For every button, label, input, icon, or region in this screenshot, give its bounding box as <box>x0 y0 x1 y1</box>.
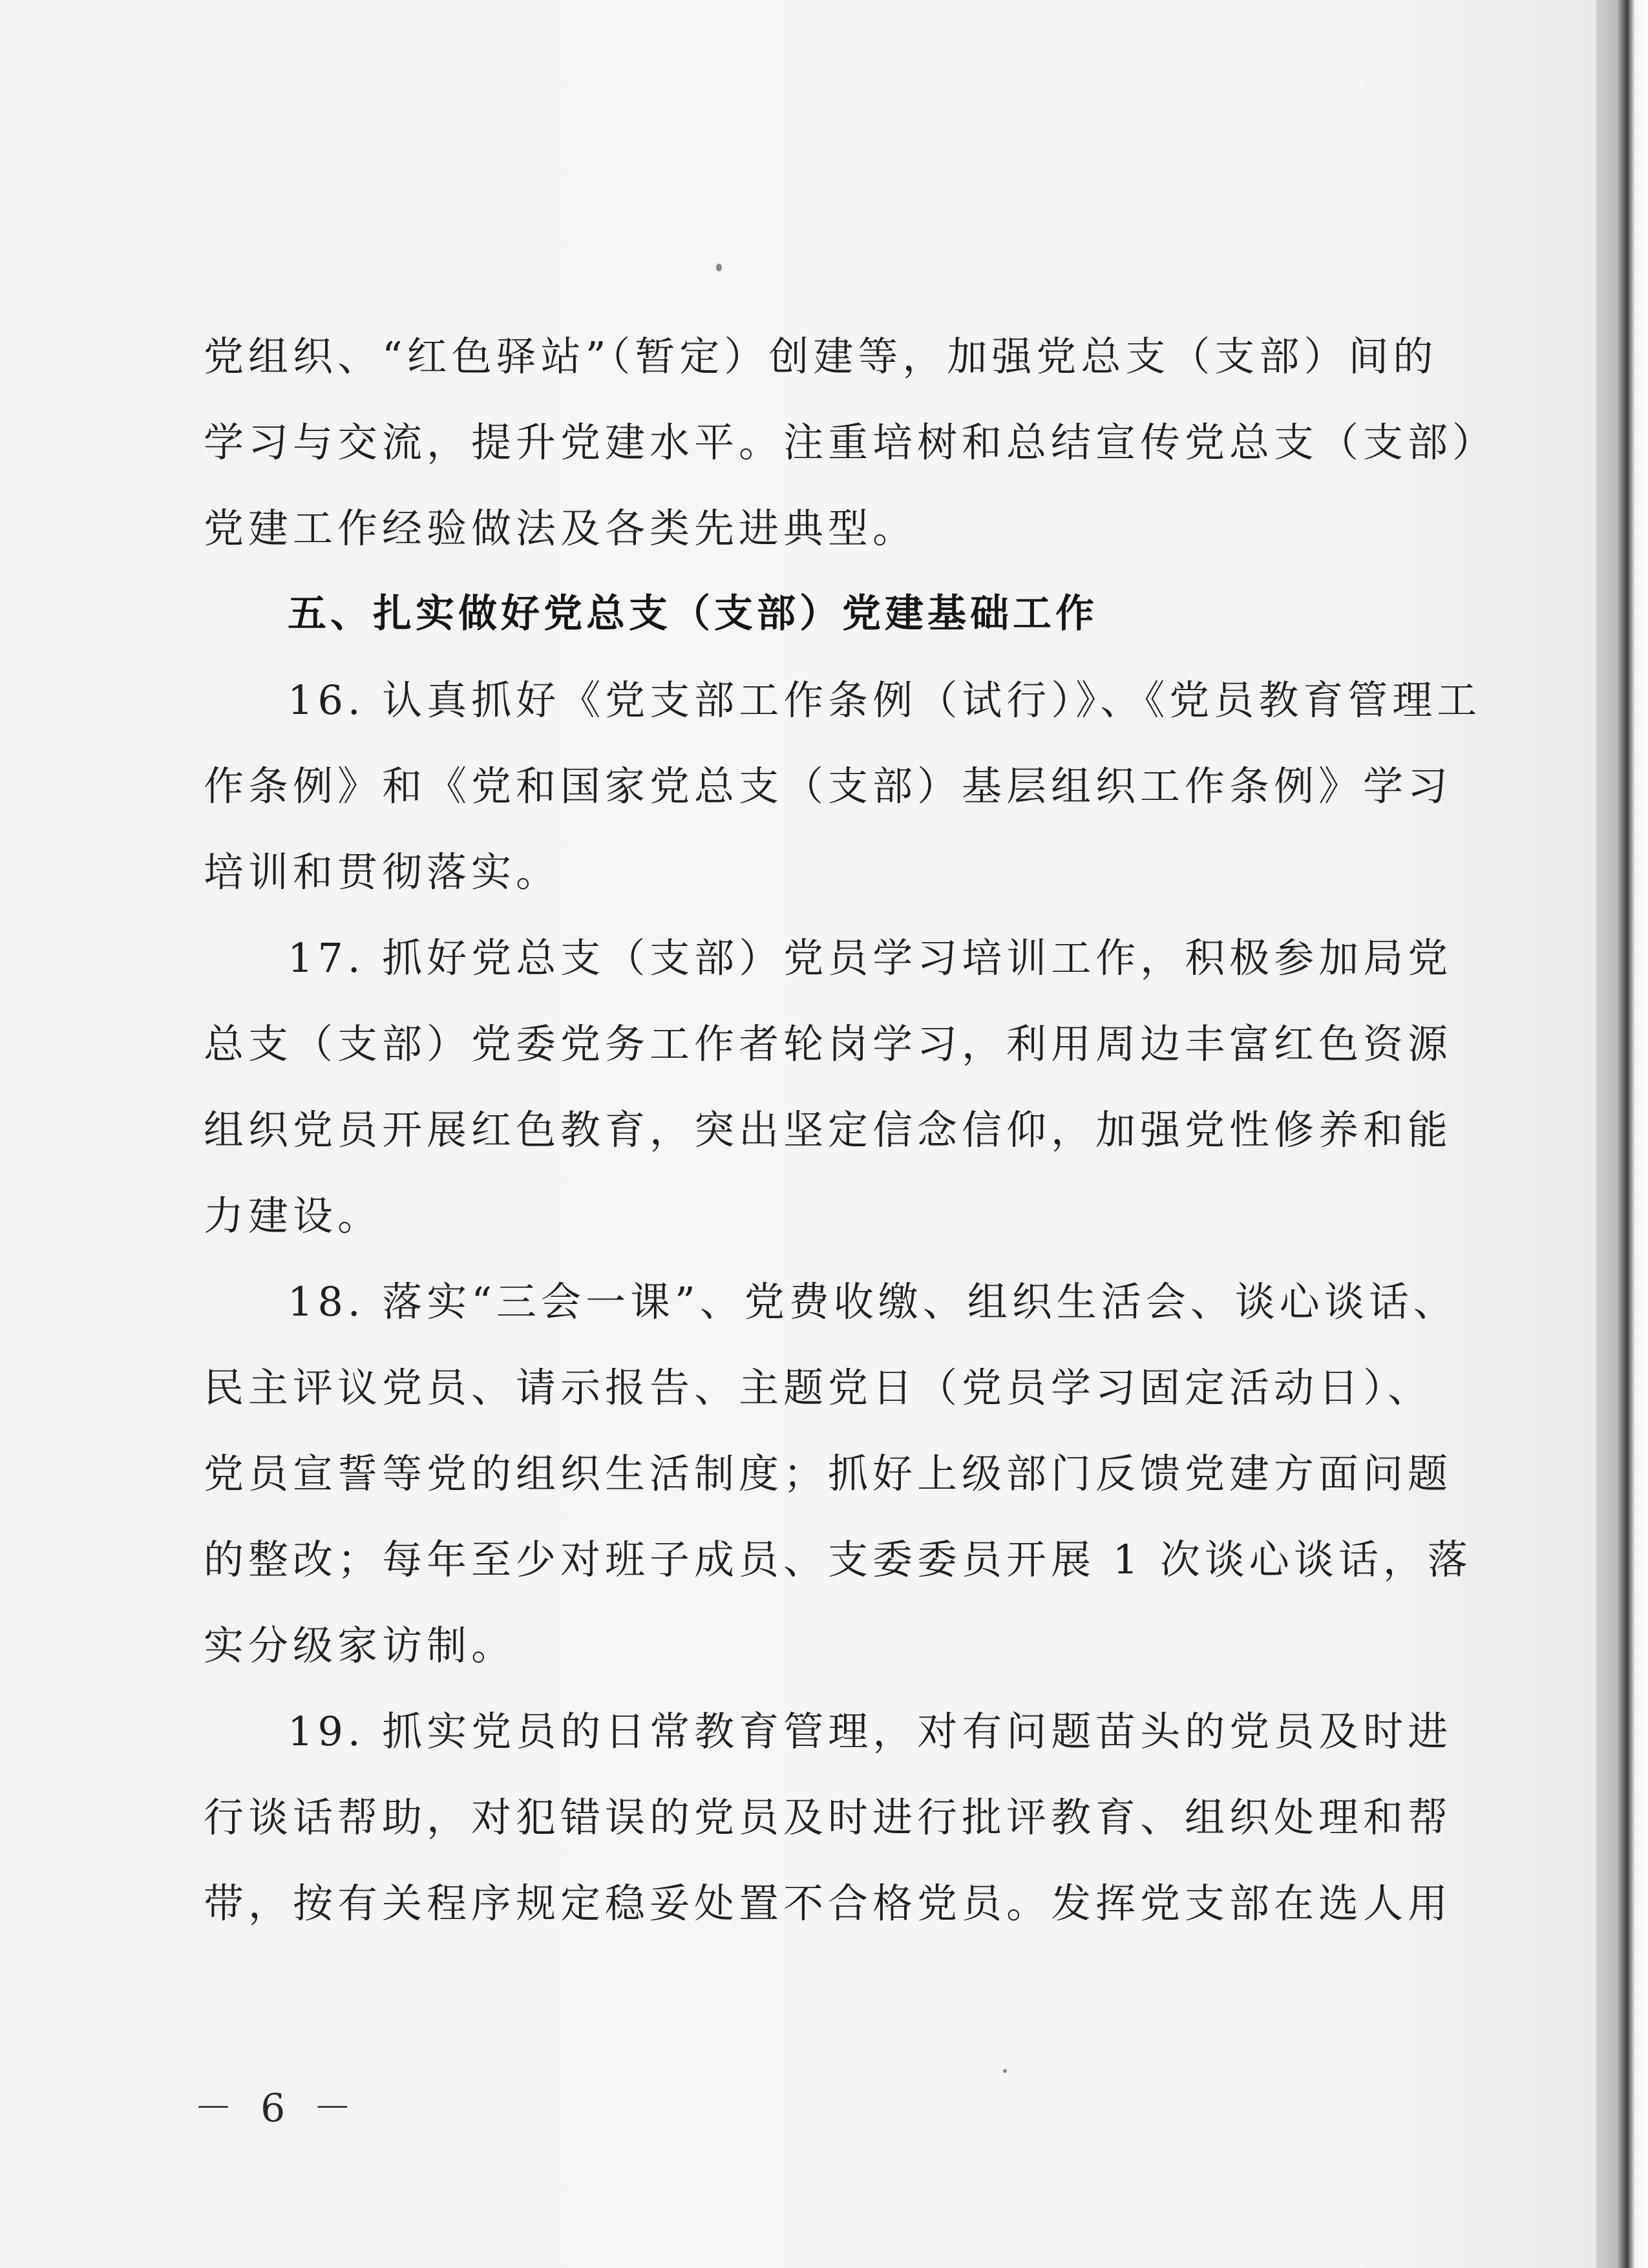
text-line: 党建工作经验做法及各类先进典型。 <box>204 505 918 552</box>
text-line: 党员宣誓等党的组织生活制度；抓好上级部门反馈党建方面问题 <box>204 1450 1453 1497</box>
scan-speck <box>1003 2069 1007 2073</box>
text-line: 18. 落实“三会一课”、党费收缴、组织生活会、谈心谈话、 <box>288 1278 1458 1325</box>
text-line: 组织党员开展红色教育，突出坚定信念信仰，加强党性修养和能 <box>204 1106 1453 1153</box>
section-heading: 五、扎实做好党总支（支部）党建基础工作 <box>288 591 1098 636</box>
text-line: 作条例》和《党和国家党总支（支部）基层组织工作条例》学习 <box>204 762 1453 810</box>
text-line: 带，按有关程序规定稳妥处置不合格党员。发挥党支部在选人用 <box>204 1880 1453 1927</box>
text-line: 总支（支部）党委党务工作者轮岗学习，利用周边丰富红色资源 <box>204 1020 1453 1067</box>
text-line: 行谈话帮助，对犯错误的党员及时进行批评教育、组织处理和帮 <box>204 1794 1453 1841</box>
text-line: 19. 抓实党员的日常教育管理，对有问题苗头的党员及时进 <box>288 1708 1453 1755</box>
text-line: 民主评议党员、请示报告、主题党日（党员学习固定活动日）、 <box>204 1364 1433 1411</box>
text-line: 党组织、“红色驿站”（暂定）创建等，加强党总支（支部）间的 <box>204 333 1438 380</box>
text-line: 实分级家访制。 <box>204 1622 516 1669</box>
text-line: 力建设。 <box>204 1192 383 1239</box>
text-line: 学习与交流，提升党建水平。注重培树和总结宣传党总支（支部） <box>204 419 1497 466</box>
page-number: － 6 － <box>194 2086 360 2131</box>
document-body <box>204 313 1497 1946</box>
text-line: 17. 抓好党总支（支部）党员学习培训工作，积极参加局党 <box>288 934 1453 982</box>
text-line: 的整改；每年至少对班子成员、支委委员开展 1 次谈心谈话，落 <box>204 1536 1472 1583</box>
scan-speck <box>716 264 722 271</box>
text-line: 16. 认真抓好《党支部工作条例（试行）》、《党员教育管理工 <box>288 677 1482 724</box>
scan-binding-edge <box>1596 0 1648 2268</box>
text-line: 培训和贯彻落实。 <box>204 848 561 896</box>
